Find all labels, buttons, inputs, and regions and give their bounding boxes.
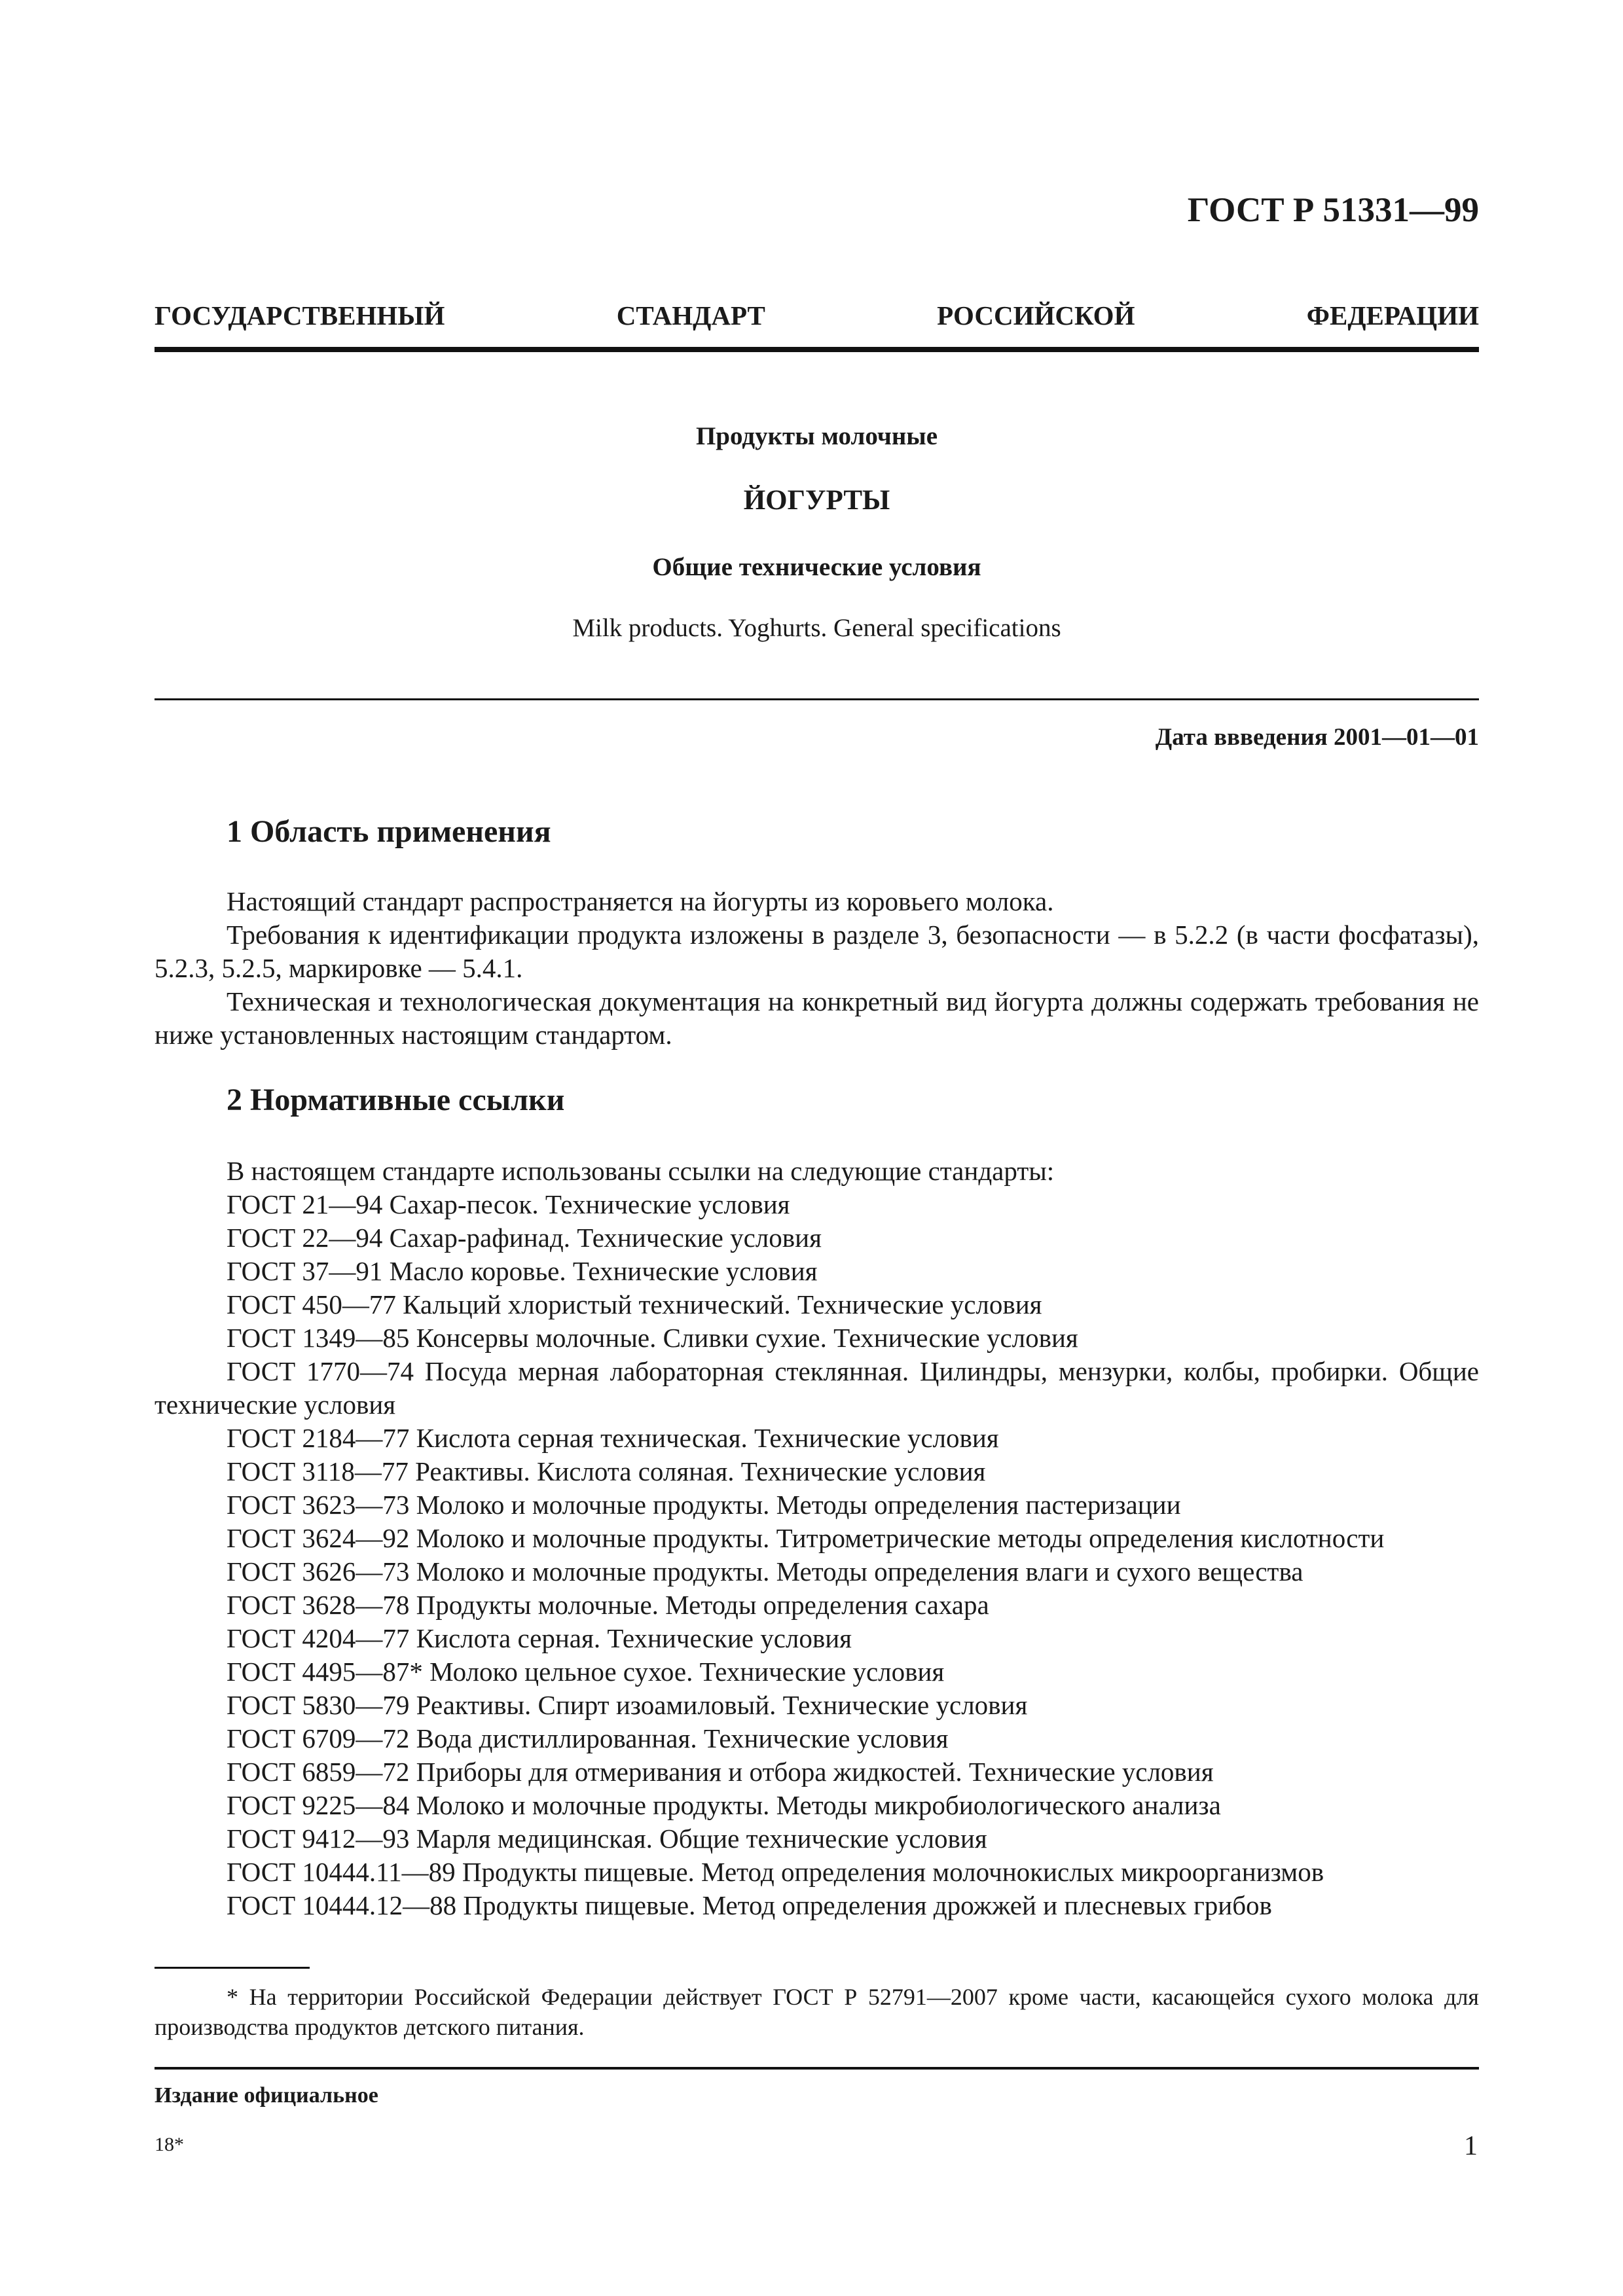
references-intro: В настоящем стандарте использованы ссылки на следующие стандарты: xyxy=(227,1156,1055,1186)
reference-item: ГОСТ 4495—87* Молоко цельное сухое. Технические условия xyxy=(227,1657,945,1687)
page-number: 1 xyxy=(1464,2131,1478,2161)
reference-item: ГОСТ 37—91 Масло коровье. Технические условия xyxy=(227,1256,818,1286)
state-standard-word: ФЕДЕРАЦИИ xyxy=(1306,300,1479,331)
reference-item: ГОСТ 6709—72 Вода дистиллированная. Технические условия xyxy=(227,1723,949,1753)
introduction-date: Дата ввведения 2001—01—01 xyxy=(1155,724,1479,751)
paragraph: Требования к идентификации продукта изложены в разделе 3, безопасности — в 5.2.2 (в части фосфатазы), 5.2.3, 5.2.5, маркировке — 5.4.1. xyxy=(155,920,1479,983)
reference-item: ГОСТ 3118—77 Реактивы. Кислота соляная. Технические условия xyxy=(227,1456,986,1486)
product-category: Продукты молочные xyxy=(695,422,938,450)
reference-item: ГОСТ 4204—77 Кислота серная. Технические условия xyxy=(227,1623,852,1653)
footnote: * На территории Российской Федерации действует ГОСТ Р 52791—2007 кроме части, касающейся сухого молока для производства продуктов детского питания. xyxy=(155,1984,1479,2040)
state-standard-word: РОССИЙСКОЙ xyxy=(937,300,1135,331)
edition-label: Издание официальное xyxy=(155,2083,378,2108)
header-divider xyxy=(155,347,1479,352)
reference-list xyxy=(155,1188,1479,1922)
reference-item: ГОСТ 450—77 Кальций хлористый технический. Технические условия xyxy=(227,1289,1042,1319)
reference-item: ГОСТ 9412—93 Марля медицинская. Общие технические условия xyxy=(227,1823,987,1854)
document-subtitle: Общие технические условия xyxy=(652,553,981,581)
section-heading: 1 Область применения xyxy=(227,814,551,849)
paragraph: Настоящий стандарт распространяется на йогурты из коровьего молока. xyxy=(227,886,1054,916)
reference-item: ГОСТ 21—94 Сахар-песок. Технические условия xyxy=(227,1189,790,1219)
reference-item: ГОСТ 3623—73 Молоко и молочные продукты. Методы определения пастеризации xyxy=(227,1490,1181,1520)
state-standard-word: СТАНДАРТ xyxy=(616,300,765,331)
section-heading: 2 Нормативные ссылки xyxy=(227,1083,565,1117)
footer-divider xyxy=(155,2067,1479,2070)
reference-item: ГОСТ 22—94 Сахар-рафинад. Технические условия xyxy=(227,1223,822,1253)
reference-item: ГОСТ 10444.11—89 Продукты пищевые. Метод определения молочнокислых микроорганизмов xyxy=(227,1857,1324,1887)
print-mark: 18* xyxy=(155,2134,184,2155)
reference-item: ГОСТ 6859—72 Приборы для отмеривания и отбора жидкостей. Технические условия xyxy=(227,1757,1214,1787)
reference-item: ГОСТ 1349—85 Консервы молочные. Сливки сухие. Технические условия xyxy=(227,1323,1078,1353)
document-title: ЙОГУРТЫ xyxy=(743,485,890,516)
state-standard-heading xyxy=(155,302,1479,329)
reference-item: ГОСТ 1770—74 Посуда мерная лабораторная стеклянная. Цилиндры, мензурки, колбы, пробирки. Общие технические условия xyxy=(155,1356,1479,1420)
state-standard-word: ГОСУДАРСТВЕННЫЙ xyxy=(155,300,445,331)
reference-item: ГОСТ 3628—78 Продукты молочные. Методы определения сахара xyxy=(227,1590,989,1620)
reference-item: ГОСТ 10444.12—88 Продукты пищевые. Метод определения дрожжей и плесневых грибов xyxy=(227,1890,1272,1920)
document-number: ГОСТ Р 51331—99 xyxy=(1187,191,1479,229)
reference-item: ГОСТ 3624—92 Молоко и молочные продукты. Титрометрические методы определения кислотности xyxy=(227,1523,1385,1553)
section-body xyxy=(155,885,1479,1052)
reference-item: ГОСТ 3626—73 Молоко и молочные продукты. Методы определения влаги и сухого вещества xyxy=(227,1556,1304,1587)
reference-item: ГОСТ 5830—79 Реактивы. Спирт изоамиловый. Технические условия xyxy=(227,1690,1028,1720)
title-divider xyxy=(155,698,1479,700)
references-body xyxy=(155,1155,1479,1922)
reference-item: ГОСТ 2184—77 Кислота серная техническая. Технические условия xyxy=(227,1423,999,1453)
footnote-divider xyxy=(155,1967,310,1969)
paragraph: Техническая и технологическая документация на конкретный вид йогурта должны содержать требования не ниже установленных настоящим стандартом. xyxy=(155,986,1479,1050)
reference-item: ГОСТ 9225—84 Молоко и молочные продукты. Методы микробиологического анализа xyxy=(227,1790,1221,1820)
english-title: Milk products. Yoghurts. General specifications xyxy=(572,614,1061,642)
